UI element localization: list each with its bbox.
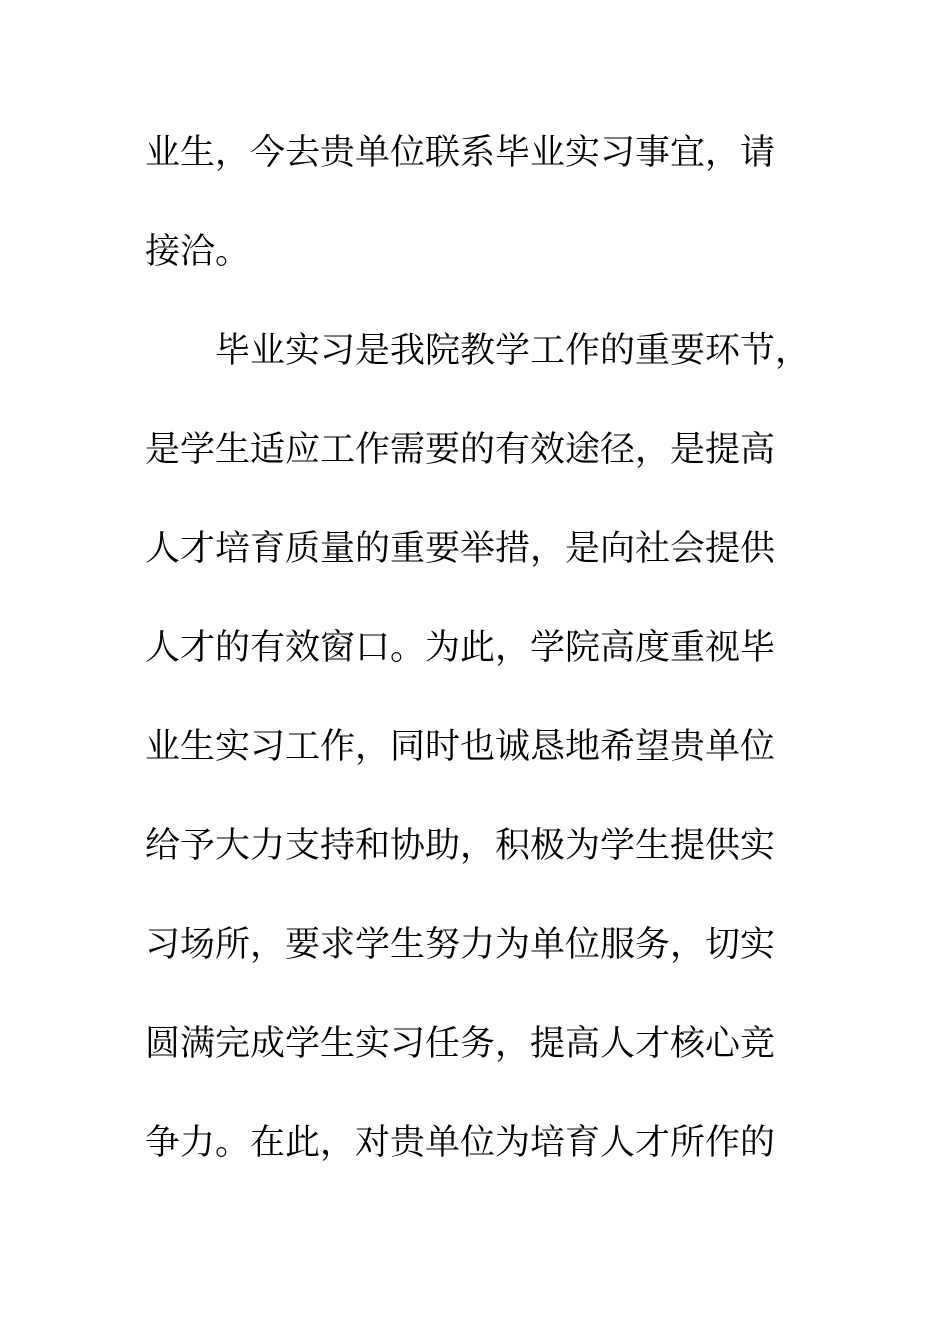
text-line-4: 是学生适应工作需要的有效途径，是提高	[145, 430, 776, 470]
text-line-2: 接洽。	[145, 232, 251, 272]
text-line-11: 争力。在此，对贵单位为培育人才所作的	[145, 1123, 776, 1163]
text-line-8: 给予大力支持和协助，积极为学生提供实	[145, 826, 776, 866]
text-line-6: 人才的有效窗口。为此，学院高度重视毕	[145, 628, 776, 668]
paragraph-first-line: 毕业实习是我院教学工作的重要环节，	[215, 331, 811, 371]
text-line-9: 习场所，要求学生努力为单位服务，切实	[145, 925, 776, 965]
text-line-5: 人才培育质量的重要举措，是向社会提供	[145, 529, 776, 569]
text-line-10: 圆满完成学生实习任务，提高人才核心竞	[145, 1024, 776, 1064]
text-line-7: 业生实习工作，同时也诚恳地希望贵单位	[145, 727, 776, 767]
text-line-1: 业生，今去贵单位联系毕业实习事宜，请	[145, 133, 776, 173]
